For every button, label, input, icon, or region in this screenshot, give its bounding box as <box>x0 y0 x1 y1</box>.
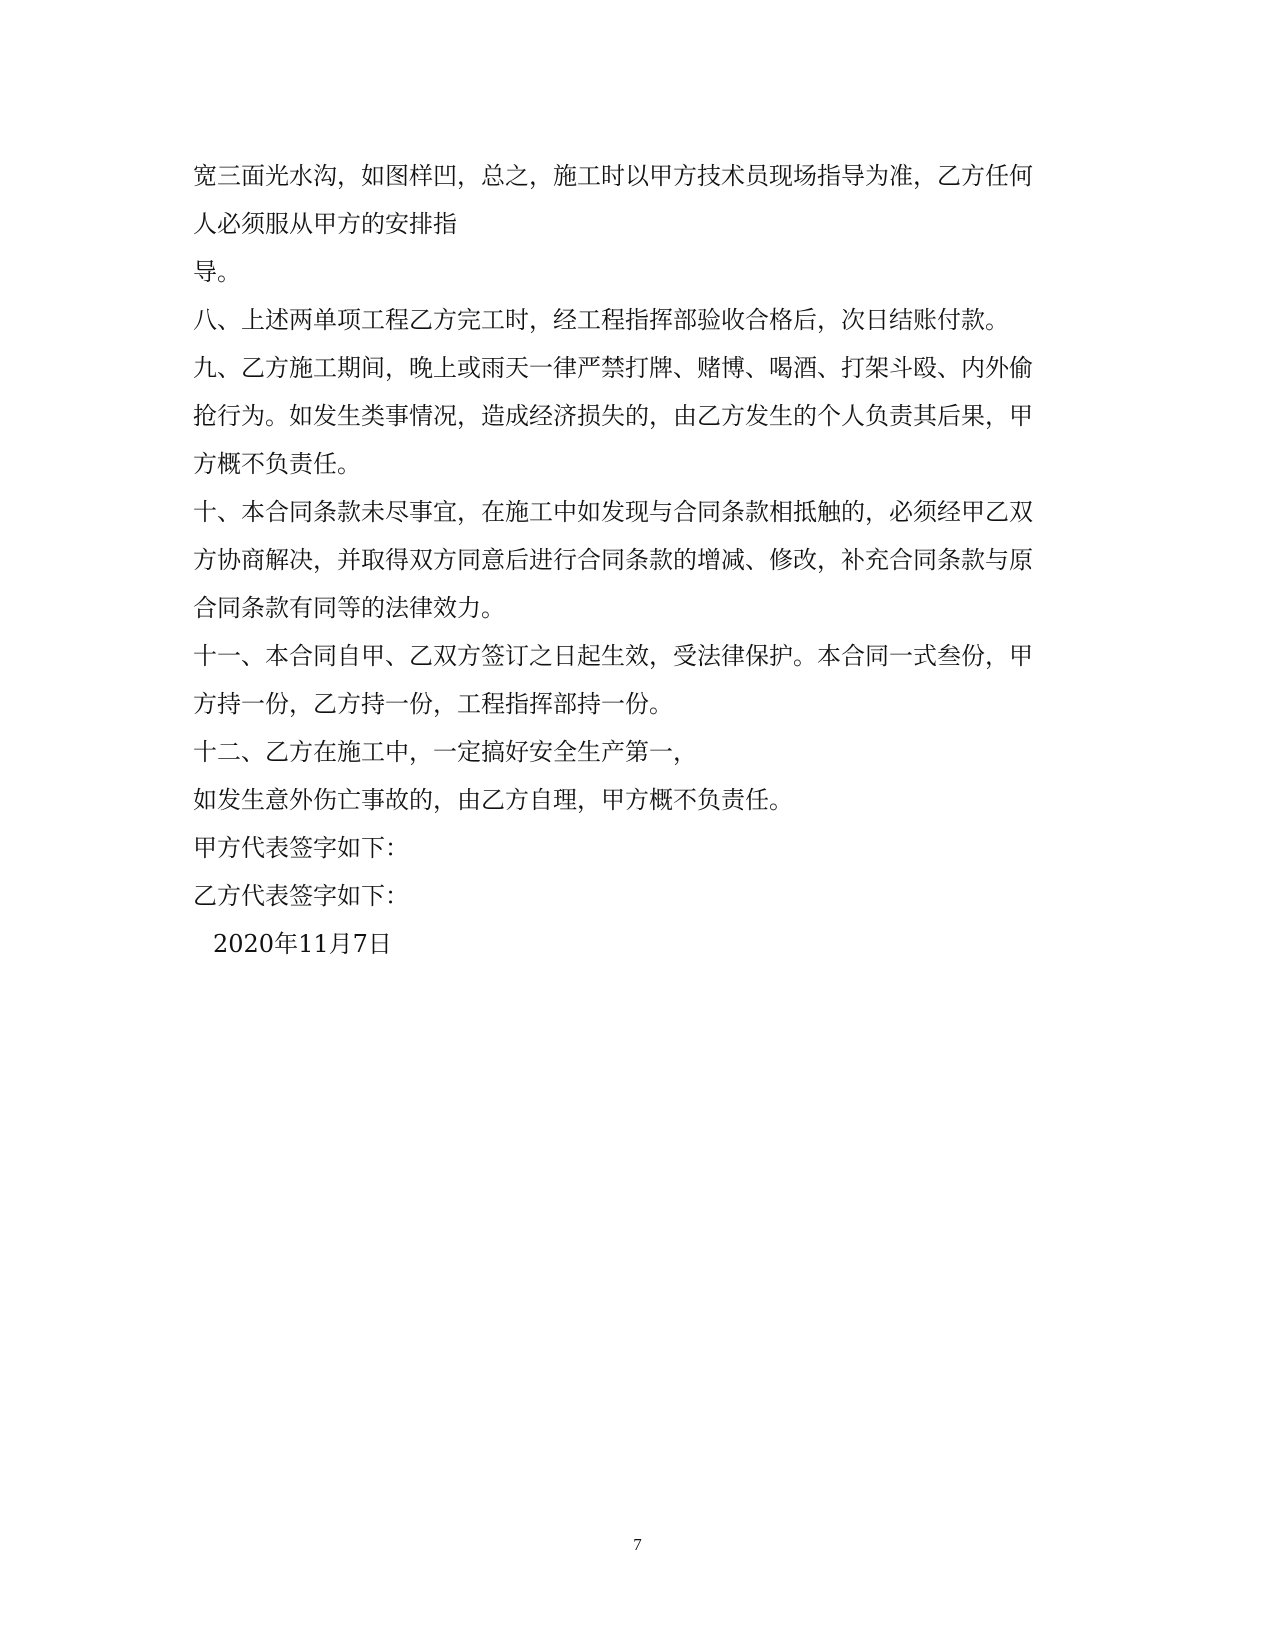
signing-date: 2020年11月7日 <box>213 930 392 958</box>
text-line: 合同条款有同等的法律效力。 <box>193 594 505 622</box>
clause-10: 十、本合同条款未尽事宜，在施工中如发现与合同条款相抵触的，必须经甲乙双 <box>193 498 1033 526</box>
party-b-signature-label: 乙方代表签字如下： <box>193 882 409 910</box>
text-line: 方概不负责任。 <box>193 450 361 478</box>
text-line: 宽三面光水沟，如图样凹，总之，施工时以甲方技术员现场指导为准，乙方任何 <box>193 162 1033 190</box>
clause-12: 十二、乙方在施工中，一定搞好安全生产第一， <box>193 738 697 766</box>
contract-body <box>193 152 1078 968</box>
text-line: 抢行为。如发生类事情况，造成经济损失的，由乙方发生的个人负责其后果，甲 <box>193 402 1033 430</box>
party-a-signature-label: 甲方代表签字如下： <box>193 834 409 862</box>
clause-9: 九、乙方施工期间，晚上或雨天一律严禁打牌、赌博、喝酒、打架斗殴、内外偷 <box>193 354 1033 382</box>
text-line: 方持一份，乙方持一份，工程指挥部持一份。 <box>193 690 673 718</box>
text-line: 方协商解决，并取得双方同意后进行合同条款的增减、修改，补充合同条款与原 <box>193 546 1033 574</box>
text-line: 导。 <box>193 258 241 286</box>
text-line: 如发生意外伤亡事故的，由乙方自理，甲方概不负责任。 <box>193 786 793 814</box>
text-line: 人必须服从甲方的安排指 <box>193 210 457 238</box>
clause-8: 八、上述两单项工程乙方完工时，经工程指挥部验收合格后，次日结账付款。 <box>193 306 1009 334</box>
clause-11: 十一、本合同自甲、乙双方签订之日起生效，受法律保护。本合同一式叁份，甲 <box>193 642 1033 670</box>
page-number: 7 <box>633 1535 642 1554</box>
